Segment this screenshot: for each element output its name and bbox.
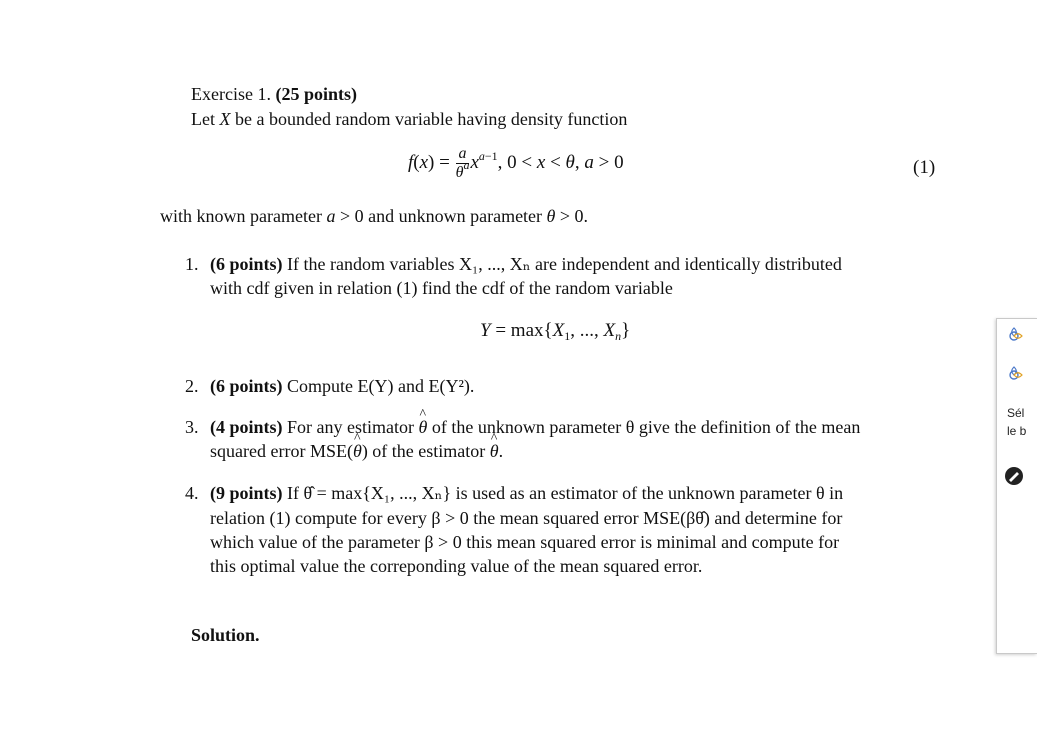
item-4-line1: (9 points) If θ̂ = max{X₁, ..., Xₙ} is used as an estimator of the unknown parameter θ in <box>210 483 844 503</box>
max-equation: $Y = \max\{X_1$, ..., $X_n$} <box>480 320 631 343</box>
item-2-text: (6 points) Compute E(Y) and E(Y²). <box>210 376 475 396</box>
params-text: with known parameter a > 0 and unknown parameter θ > 0. <box>160 206 589 226</box>
density-equation: f(x) = $\frac{a}{\theta^a}$ $x^{a-1}$, 0 < x < θ, a > 0 <box>408 145 624 181</box>
item-3-line2: squared error MSE(^ θ) of the estimator ^ θ. <box>210 439 503 463</box>
item-4-line4: this optimal value the correponding value of the mean squared error. <box>210 556 703 576</box>
item-1-number: 1. <box>185 254 199 274</box>
item-2-number: 2. <box>185 376 199 396</box>
equation-number: (1) <box>913 157 936 178</box>
pen-circle-icon[interactable] <box>1003 465 1025 487</box>
panel-text-1: Sél <box>1007 406 1025 420</box>
item-4-line3: which value of the parameter β > 0 this mean squared error is minimal and compute for <box>210 532 840 552</box>
item-3-line1: (4 points) For any estimator ^ θ of the unknown parameter θ give the definition of the mean <box>210 415 860 439</box>
item-4-number: 4. <box>185 483 199 503</box>
item-1-line2: with cdf given in relation (1) find the cdf of the random variable <box>210 278 673 298</box>
flower-icon[interactable] <box>1003 325 1025 347</box>
intro-text: Let X be a bounded random variable having density function <box>191 109 628 129</box>
item-3-number: 3. <box>185 417 199 437</box>
flower-icon[interactable] <box>1003 364 1025 386</box>
exercise-heading: Exercise 1. (25 points) <box>191 84 357 104</box>
side-panel[interactable] <box>996 318 1037 654</box>
item-4-line2: relation (1) compute for every β > 0 the mean squared error MSE(βθ̂) and determine for <box>210 508 843 528</box>
panel-text-2: le b <box>1007 424 1027 438</box>
item-1-line1: (6 points) If the random variables X₁, ..., Xₙ are independent and identically distributed <box>210 254 842 274</box>
solution-heading: Solution. <box>191 625 260 645</box>
